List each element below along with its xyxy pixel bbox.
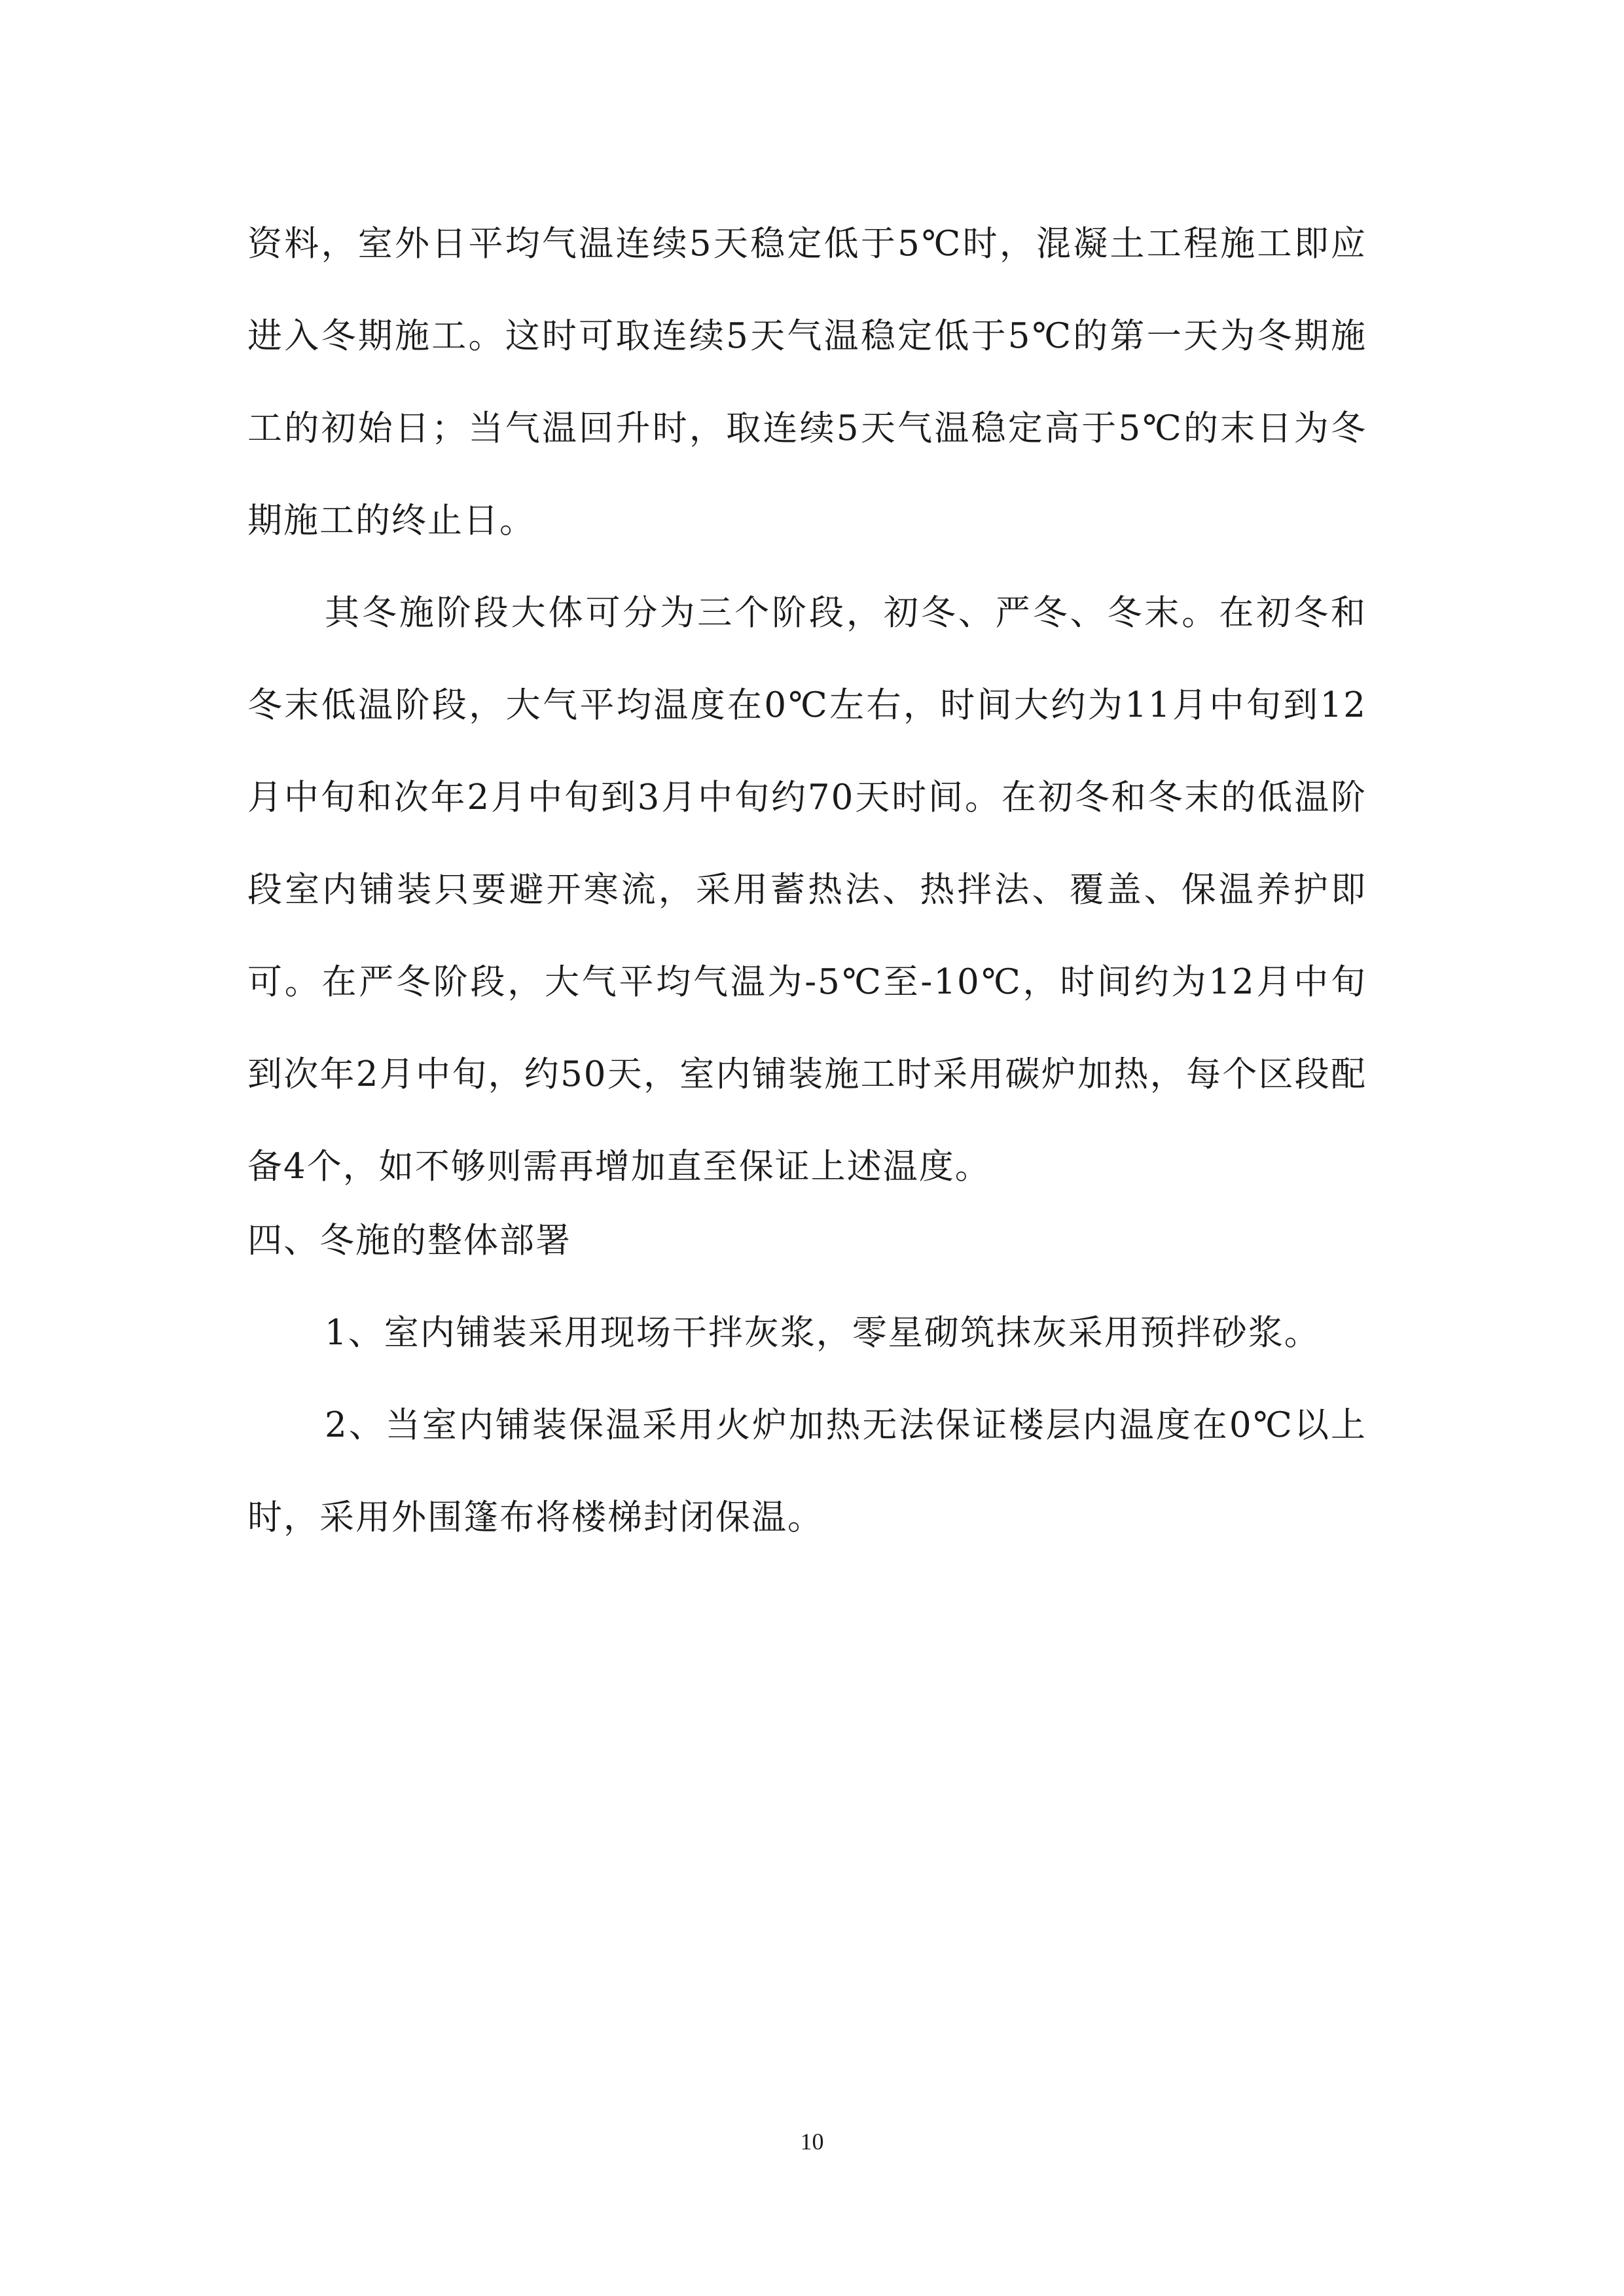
paragraph-continued: 资料，室外日平均气温连续5天稳定低于5℃时，混凝土工程施工即应进入冬期施工。这时可取连续5天气温稳定低于5℃的第一天为冬期施工的初始日；当气温回升时，取连续5天气温稳定高于5℃的末日为冬期施工的终止日。 [247,224,1367,541]
paragraph-winter-stages: 其冬施阶段大体可分为三个阶段，初冬、严冬、冬末。在初冬和冬末低温阶段，大气平均温度在0℃左右，时间大约为11月中旬到12月中旬和次年2月中旬到3月中旬约70天时间。在初冬和冬末的低温阶段室内铺装只要避开寒流，采用蓄热法、热拌法、覆盖、保温养护即可。在严冬阶段，大气平均气温为-5℃至-10℃，时间约为12月中旬到次年2月中旬，约50天，室内铺装施工时采用碳炉加热，每个区段配备4个，如不够则需再增加直至保证上述温度。 [247,593,1367,1187]
section-heading: 四、冬施的整体部署 [247,1221,571,1261]
body-text-upper [247,198,1367,1213]
list-item-2: 2、当室内铺装保温采用火炉加热无法保证楼层内温度在0℃以上时，采用外围篷布将楼梯封闭保温。 [247,1405,1367,1537]
list-item-1: 1、室内铺装采用现场干拌灰浆，零星砌筑抹灰采用预拌砂浆。 [325,1313,1320,1353]
page-number: 10 [800,2128,824,2155]
body-text-lower [247,1194,1367,1564]
